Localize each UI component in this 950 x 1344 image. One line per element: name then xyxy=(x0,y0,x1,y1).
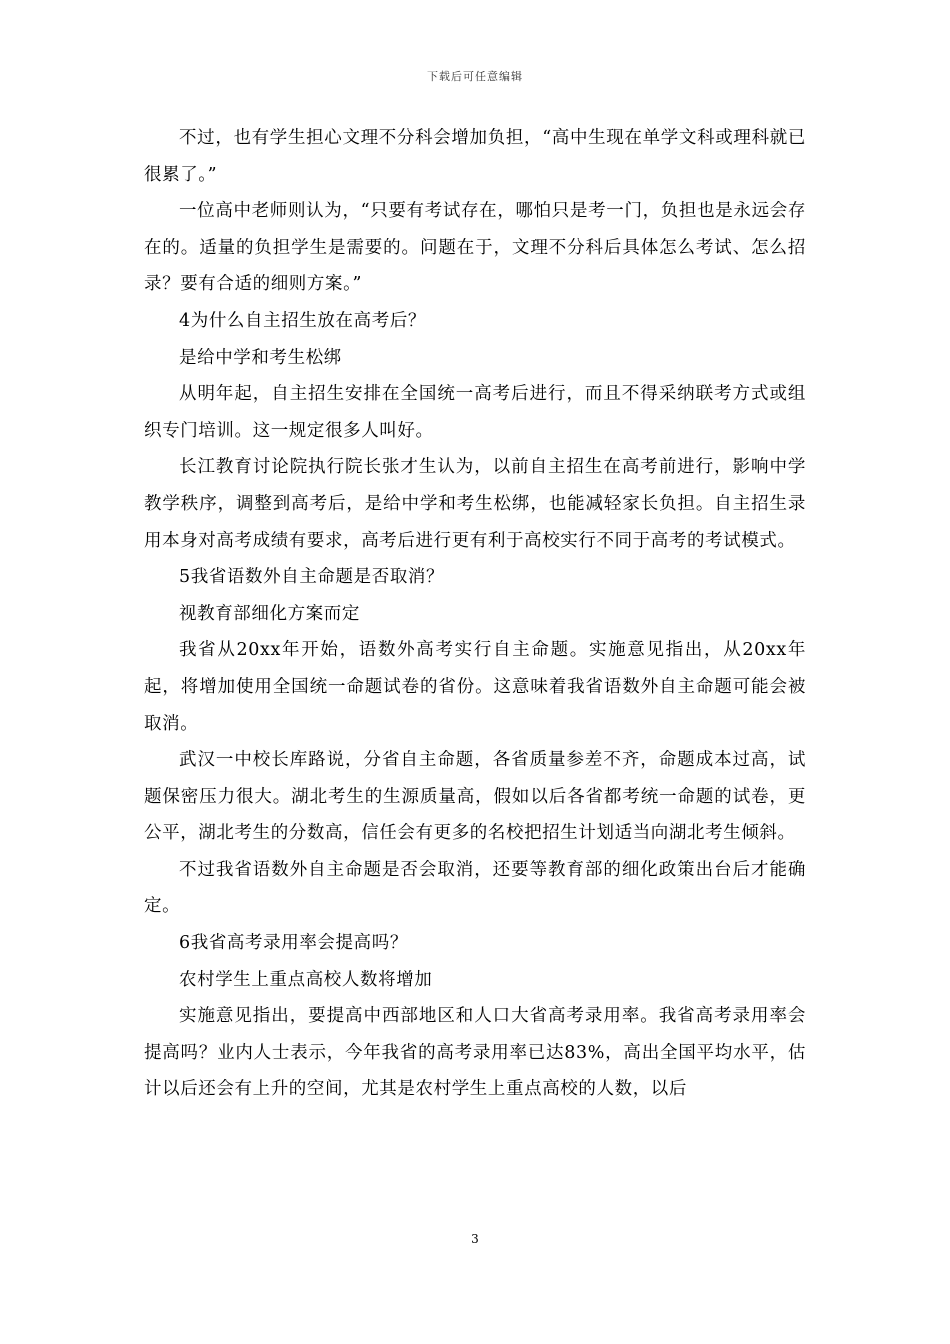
section-heading-5: 5我省语数外自主命题是否取消？ xyxy=(179,567,445,588)
paragraph-7: 不过我省语数外自主命题是否会取消，还要等教育部的细化政策出台后才能确定。 xyxy=(144,859,806,917)
section-subheading-4: 是给中学和考生松绑 xyxy=(179,347,342,368)
paragraph-4: 长江教育讨论院执行院长张才生认为，以前自主招生在高考前进行，影响中学教学秩序，调整到高考后，是给中学和考生松绑，也能减轻家长负担。自主招生录用本身对高考成绩有要求，高考后进行更有利于高校实行不同于高考的考试模式。 xyxy=(144,457,806,551)
paragraph-2: 一位高中老师则认为，“只要有考试存在，哪怕只是考一门，负担也是永远会存在的。适量的负担学生是需要的。问题在于，文理不分科后具体怎么考试、怎么招录？要有合适的细则方案。” xyxy=(144,201,806,295)
paragraph-6: 武汉一中校长库路说，分省自主命题，各省质量参差不齐，命题成本过高，试题保密压力很大。湖北考生的生源质量高，假如以后各省都考统一命题的试卷，更公平，湖北考生的分数高，信任会有更多的名校把招生计划适当向湖北考生倾斜。 xyxy=(144,750,806,844)
section-subheading-5: 视教育部细化方案而定 xyxy=(179,603,360,624)
section-heading-6: 6我省高考录用率会提高吗？ xyxy=(179,933,408,954)
section-subheading-6: 农村学生上重点高校人数将增加 xyxy=(179,969,433,990)
paragraph-3: 从明年起，自主招生安排在全国统一高考后进行，而且不得采纳联考方式或组织专门培训。这一规定很多人叫好。 xyxy=(144,384,806,441)
paragraph-8: 实施意见指出，要提高中西部地区和人口大省高考录用率。我省高考录用率会提高吗？业内人士表示，今年我省的高考录用率已达83%，高出全国平均水平，估计以后还会有上升的空间，尤其是农村学生上重点高校的人数，以后 xyxy=(144,1006,806,1100)
section-heading-4: 4为什么自主招生放在高考后？ xyxy=(179,310,427,331)
paragraph-5: 我省从20xx年开始，语数外高考实行自主命题。实施意见指出，从20xx年起，将增加使用全国统一命题试卷的省份。这意味着我省语数外自主命题可能会被取消。 xyxy=(144,640,806,734)
page-header: 下载后可任意编辑 xyxy=(427,70,523,83)
page-number: 3 xyxy=(471,1232,479,1246)
body-text xyxy=(144,120,806,1108)
paragraph-1: 不过，也有学生担心文理不分科会增加负担，“高中生现在单学文科或理科就已很累了。” xyxy=(144,128,806,185)
